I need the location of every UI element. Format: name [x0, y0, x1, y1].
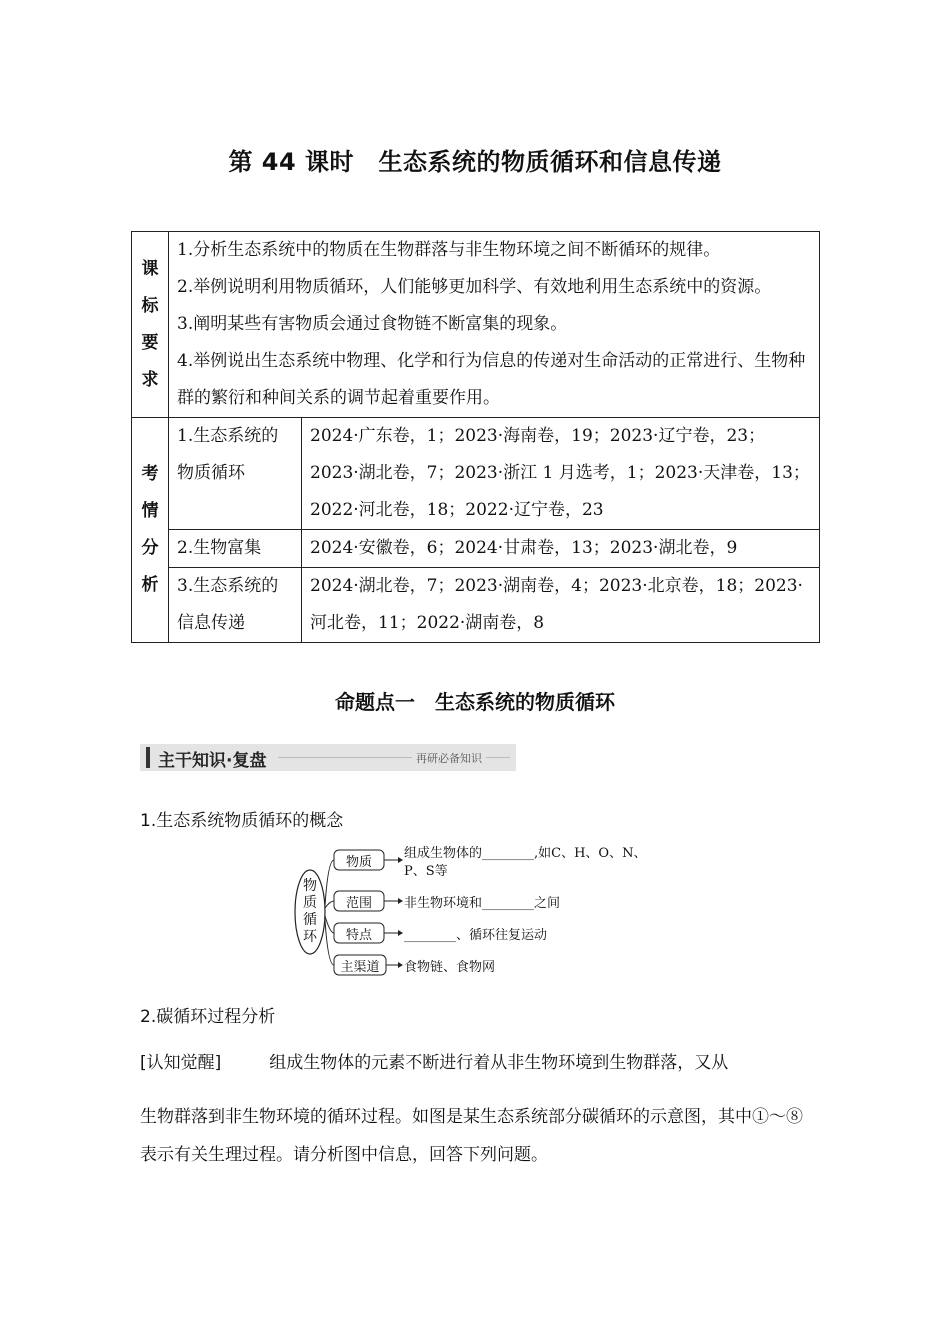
- center-char: 物: [303, 878, 317, 894]
- req-label-char: 课: [141, 258, 159, 279]
- center-char: 环: [303, 929, 317, 945]
- table-row: [132, 232, 820, 418]
- para-tag: [认知觉醒]: [140, 1053, 222, 1073]
- page-title: 第 44 课时 生态系统的物质循环和信息传递: [228, 148, 722, 176]
- req-item: 4.举例说出生态系统中物理、化学和行为信息的传递对生命活动的正常进行、生物种群的繁衍和种间关系的调节起着重要作用。: [177, 351, 806, 408]
- req-label: [132, 232, 169, 418]
- exam-label: [132, 418, 169, 643]
- req-label-char: 要: [141, 332, 159, 353]
- exam-detail: 2024·湖北卷，7；2023·湖南卷，4；2023·北京卷，18；2023·河北卷，11；2022·湖南卷，8: [302, 568, 820, 643]
- exam-detail: 2024·安徽卷，6；2024·甘肃卷，13；2023·湖北卷，9: [302, 530, 820, 568]
- exam-label-char: 考: [141, 464, 159, 484]
- req-item: 2.举例说明利用物质循环，人们能够更加科学、有效地利用生态系统中的资源。: [177, 277, 772, 297]
- diagram-center-label: [300, 878, 320, 946]
- branch-text: 非生物环境和________之间: [404, 896, 561, 911]
- banner-title: 主干知识·复盘: [158, 751, 267, 771]
- center-char: 质: [303, 895, 317, 911]
- banner-subtitle: 再研必备知识: [412, 750, 486, 766]
- section-title: 命题点一 生态系统的物质循环: [335, 690, 615, 714]
- exam-label-char: 分: [141, 538, 159, 558]
- center-char: 循: [303, 912, 317, 928]
- exam-label-char: 析: [141, 575, 159, 595]
- para-line1: 组成生物体的元素不断进行着从非生物环境到生物群落，又从: [269, 1053, 729, 1073]
- section-banner: [140, 744, 516, 771]
- paragraph-first-line: [140, 1048, 812, 1073]
- branch-text: P、S等: [404, 864, 448, 879]
- curriculum-table: [131, 231, 820, 643]
- branch-label: 物质: [345, 855, 372, 870]
- req-label-char: 标: [141, 295, 159, 316]
- req-content: [169, 232, 820, 418]
- exam-topic: 1.生态系统的物质循环: [169, 418, 302, 530]
- paragraph-body: 生物群落到非生物环境的循环过程。如图是某生态系统部分碳循环的示意图，其中①～⑧表示有关生理过程。请分析图中信息，回答下列问题。: [140, 1107, 803, 1165]
- exam-label-char: 情: [141, 501, 159, 521]
- req-label-char: 求: [141, 369, 159, 390]
- table-row: [132, 418, 820, 530]
- exam-topic: 2.生物富集: [169, 530, 302, 568]
- branch-text: 组成生物体的________,如C、H、O、N、: [404, 846, 647, 861]
- branch-text: 食物链、食物网: [404, 960, 496, 975]
- heading-carbon: 2.碳循环过程分析: [140, 1007, 276, 1027]
- req-item: 3.阐明某些有害物质会通过食物链不断富集的现象。: [177, 314, 568, 334]
- concept-diagram: [290, 836, 670, 981]
- banner-mark: [146, 747, 150, 768]
- branch-label: 主渠道: [340, 960, 380, 975]
- branch-text: ________、循环往复运动: [404, 928, 548, 943]
- branch-label: 范围: [345, 896, 372, 911]
- branch-label: 特点: [345, 928, 372, 943]
- req-item: 1.分析生态系统中的物质在生物群落与非生物环境之间不断循环的规律。: [177, 240, 721, 260]
- heading-concept: 1.生态系统物质循环的概念: [140, 811, 344, 831]
- table-row: [132, 568, 820, 643]
- exam-topic: 3.生态系统的信息传递: [169, 568, 302, 643]
- table-row: [132, 530, 820, 568]
- exam-detail: 2024·广东卷，1；2023·海南卷，19；2023·辽宁卷，23；2023·湖北卷，7；2023·浙江 1 月选考，1；2023·天津卷，13；2022·河北卷，18；2022·辽宁卷，23: [302, 418, 820, 530]
